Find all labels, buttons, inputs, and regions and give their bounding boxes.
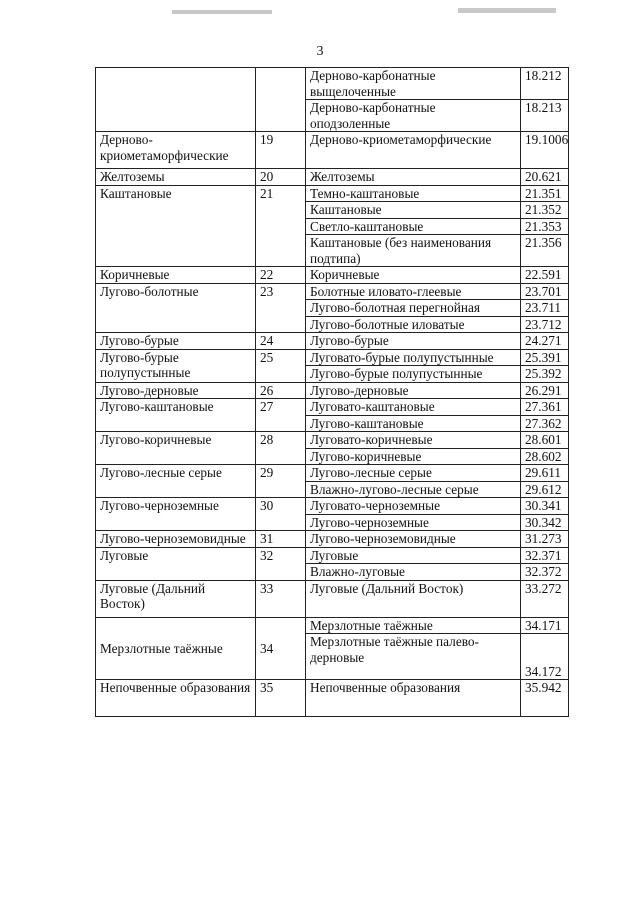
soil-type-name: Мерзлотные таёжные [96, 617, 256, 680]
soil-subtype-name: Мерзлотные таёжные палево-дерновые [306, 634, 521, 680]
soil-subtype-name: Мерзлотные таёжные [306, 617, 521, 634]
table-row [96, 349, 569, 366]
soil-subtype-code: 34.171 [521, 617, 569, 634]
soil-subtype-name: Лугово-коричневые [306, 448, 521, 465]
soil-subtype-name: Луговые (Дальний Восток) [306, 580, 521, 617]
table-row [96, 399, 569, 416]
soil-subtype-code: 23.701 [521, 283, 569, 300]
soil-type-name: Луговые [96, 547, 256, 580]
soil-type-name: Коричневые [96, 267, 256, 284]
page-number: 3 [316, 44, 324, 59]
soil-subtype-name: Каштановые [306, 202, 521, 219]
soil-type-code: 22 [256, 267, 306, 284]
soil-subtype-code: 25.391 [521, 349, 569, 366]
soil-subtype-code: 26.291 [521, 382, 569, 399]
soil-type-code: 25 [256, 349, 306, 382]
soil-subtype-code: 21.351 [521, 185, 569, 202]
table-row [96, 547, 569, 564]
soil-subtype-code: 18.212 [521, 68, 569, 100]
soil-subtype-name: Лугово-лесные серые [306, 465, 521, 482]
table-row [96, 617, 569, 634]
soil-type-code [256, 68, 306, 132]
table-row [96, 185, 569, 202]
soil-subtype-name: Луговато-черноземные [306, 498, 521, 515]
soil-subtype-name: Влажно-луговые [306, 564, 521, 581]
table-row [96, 267, 569, 284]
soil-type-name: Лугово-каштановые [96, 399, 256, 432]
soil-subtype-name: Луговато-бурые полупустынные [306, 349, 521, 366]
soil-subtype-name: Луговато-каштановые [306, 399, 521, 416]
soil-subtype-name: Лугово-дерновые [306, 382, 521, 399]
soil-subtype-name: Дерново-карбонатные выщелоченные [306, 68, 521, 100]
scan-artifact [172, 10, 272, 14]
table-row [96, 169, 569, 186]
soil-type-code: 27 [256, 399, 306, 432]
soil-type-code: 30 [256, 498, 306, 531]
soil-type-name: Непочвенные образования [96, 680, 256, 717]
soil-subtype-code: 23.712 [521, 316, 569, 333]
soil-subtype-code: 32.371 [521, 547, 569, 564]
soil-subtype-name: Лугово-каштановые [306, 415, 521, 432]
soil-subtype-code: 32.372 [521, 564, 569, 581]
table-row [96, 68, 569, 100]
soil-subtype-name: Дерново-карбонатные оподзоленные [306, 100, 521, 132]
soil-subtype-code: 28.602 [521, 448, 569, 465]
soil-subtype-name: Лугово-бурые [306, 333, 521, 350]
soil-subtype-name: Темно-каштановые [306, 185, 521, 202]
soil-subtype-code: 25.392 [521, 366, 569, 383]
soil-subtype-code: 21.353 [521, 218, 569, 235]
soil-type-code: 33 [256, 580, 306, 617]
soil-subtype-code: 35.942 [521, 680, 569, 717]
soil-subtype-name: Лугово-болотные иловатые [306, 316, 521, 333]
soil-subtype-name: Влажно-лугово-лесные серые [306, 481, 521, 498]
table-row [96, 283, 569, 300]
soil-type-code: 21 [256, 185, 306, 267]
soil-subtype-code: 33.272 [521, 580, 569, 617]
soil-subtype-name: Непочвенные образования [306, 680, 521, 717]
soil-subtype-code: 29.612 [521, 481, 569, 498]
table-row [96, 382, 569, 399]
soil-type-code: 32 [256, 547, 306, 580]
soil-subtype-code: 31.273 [521, 531, 569, 548]
soil-type-name: Лугово-бурые [96, 333, 256, 350]
soil-subtype-code: 23.711 [521, 300, 569, 317]
soil-subtype-code: 29.611 [521, 465, 569, 482]
table-row [96, 498, 569, 515]
soil-subtype-code: 30.341 [521, 498, 569, 515]
soil-type-name: Желтоземы [96, 169, 256, 186]
soil-subtype-code: 20.621 [521, 169, 569, 186]
table-row [96, 680, 569, 717]
soil-type-name: Каштановые [96, 185, 256, 267]
soil-type-code: 31 [256, 531, 306, 548]
soil-subtype-name: Болотные иловато-глеевые [306, 283, 521, 300]
soil-subtype-name: Желтоземы [306, 169, 521, 186]
soil-subtype-code: 30.342 [521, 514, 569, 531]
soil-subtype-name: Луговые [306, 547, 521, 564]
soil-subtype-name: Светло-каштановые [306, 218, 521, 235]
table-row [96, 132, 569, 169]
table-row [96, 580, 569, 617]
soil-type-code: 19 [256, 132, 306, 169]
table-row [96, 333, 569, 350]
soil-subtype-code: 18.213 [521, 100, 569, 132]
soil-type-code: 35 [256, 680, 306, 717]
soil-subtype-name: Лугово-черноземовидные [306, 531, 521, 548]
soil-type-code: 23 [256, 283, 306, 333]
scan-artifact [458, 8, 556, 13]
soil-type-code: 24 [256, 333, 306, 350]
soil-subtype-code: 34.172 [521, 634, 569, 680]
soil-type-code: 34 [256, 617, 306, 680]
soil-subtype-code: 27.362 [521, 415, 569, 432]
soil-type-code: 26 [256, 382, 306, 399]
soil-subtype-code: 19.1006 [521, 132, 569, 169]
soil-type-name [96, 68, 256, 132]
table-row [96, 432, 569, 449]
soil-subtype-name: Луговато-коричневые [306, 432, 521, 449]
soil-subtype-code: 22.591 [521, 267, 569, 284]
table-row [96, 531, 569, 548]
soil-subtype-name: Дерново-криометаморфические [306, 132, 521, 169]
soil-subtype-code: 28.601 [521, 432, 569, 449]
soil-type-name: Лугово-коричневые [96, 432, 256, 465]
soil-type-name: Лугово-черноземные [96, 498, 256, 531]
soil-subtype-name: Лугово-черноземные [306, 514, 521, 531]
soil-classification-table [95, 67, 569, 717]
soil-subtype-code: 21.356 [521, 235, 569, 267]
soil-subtype-code: 21.352 [521, 202, 569, 219]
soil-type-name: Луговые (Дальний Восток) [96, 580, 256, 617]
soil-type-code: 29 [256, 465, 306, 498]
table-row [96, 465, 569, 482]
soil-type-name: Лугово-дерновые [96, 382, 256, 399]
soil-subtype-name: Коричневые [306, 267, 521, 284]
soil-type-name: Лугово-лесные серые [96, 465, 256, 498]
soil-subtype-name: Лугово-болотная перегнойная [306, 300, 521, 317]
soil-subtype-code: 27.361 [521, 399, 569, 416]
soil-subtype-name: Лугово-бурые полупустынные [306, 366, 521, 383]
soil-type-name: Лугово-бурые полупустынные [96, 349, 256, 382]
soil-type-name: Лугово-черноземовидные [96, 531, 256, 548]
soil-type-name: Лугово-болотные [96, 283, 256, 333]
soil-type-code: 28 [256, 432, 306, 465]
soil-subtype-code: 24.271 [521, 333, 569, 350]
soil-subtype-name: Каштановые (без наименования подтипа) [306, 235, 521, 267]
soil-type-name: Дерново-криометаморфические [96, 132, 256, 169]
soil-type-code: 20 [256, 169, 306, 186]
